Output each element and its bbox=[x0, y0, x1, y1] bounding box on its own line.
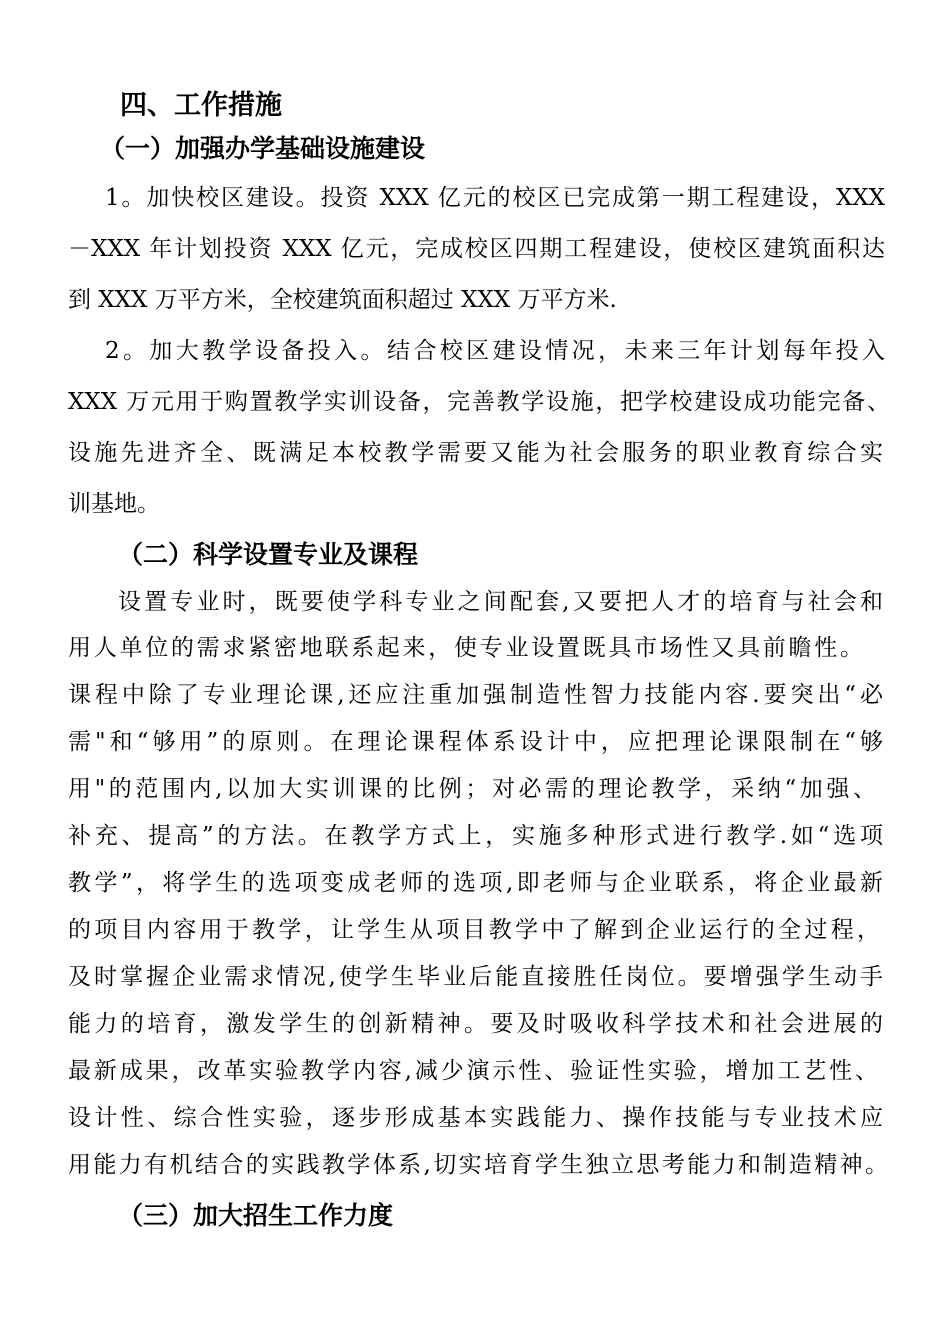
subsection-heading-1: （一）加强办学基础设施建设 bbox=[100, 134, 426, 163]
paragraph-line: 及时掌握企业需求情况,使学生毕业后能直接胜任岗位。要增强学生动手 bbox=[68, 964, 883, 990]
paragraph-line: 能力的培育，激发学生的创新精神。要及时吸收科学技术和社会进展的 bbox=[68, 1011, 883, 1037]
paragraph-line: 补充、提高”的方法。在教学方式上，实施多种形式进行教学.如“选项 bbox=[68, 823, 883, 849]
paragraph-line: 2。加大教学设备投入。结合校区建设情况，未来三年计划每年投入 bbox=[105, 338, 885, 364]
paragraph-line: 用"的范围内,以加大实训课的比例；对必需的理论教学，采纳“加强、 bbox=[68, 776, 876, 802]
subsection-heading-3: （三）加大招生工作力度 bbox=[118, 1201, 394, 1230]
paragraph-line: XXX 万元用于购置教学实训设备，完善教学设施，把学校建设成功能完备、 bbox=[68, 389, 890, 415]
paragraph-line: 教学”，将学生的选项变成老师的选项,即老师与企业联系，将企业最新 bbox=[68, 870, 883, 896]
paragraph-line: －XXX 年计划投资 XXX 亿元，完成校区四期工程建设，使校区建筑面积达 bbox=[68, 236, 885, 262]
paragraph-line: 1。加快校区建设。投资 XXX 亿元的校区已完成第一期工程建设，XXX bbox=[105, 185, 885, 211]
paragraph-line: 到 XXX 万平方米，全校建筑面积超过 XXX 万平方米. bbox=[68, 287, 617, 313]
paragraph-line: 用人单位的需求紧密地联系起来，使专业设置既具市场性又具前瞻性。 bbox=[68, 635, 863, 661]
paragraph-line: 需"和“够用”的原则。在理论课程体系设计中，应把理论课限制在“够 bbox=[68, 729, 883, 755]
section-title: 四、工作措施 bbox=[120, 90, 282, 121]
paragraph-line: 设置专业时，既要使学科专业之间配套,又要把人才的培育与社会和 bbox=[118, 589, 883, 615]
paragraph-line: 设施先进齐全、既满足本校教学需要又能为社会服务的职业教育综合实 bbox=[68, 440, 883, 466]
paragraph-line: 设计性、综合性实验，逐步形成基本实践能力、操作技能与专业技术应 bbox=[68, 1105, 883, 1131]
paragraph-line: 用能力有机结合的实践教学体系,切实培育学生独立思考能力和制造精神。 bbox=[68, 1152, 888, 1178]
paragraph-line: 课程中除了专业理论课,还应注重加强制造性智力技能内容.要突出“必 bbox=[68, 682, 883, 708]
paragraph-line: 最新成果，改革实验教学内容,减少演示性、验证性实验，增加工艺性、 bbox=[68, 1058, 878, 1084]
subsection-heading-2: （二）科学设置专业及课程 bbox=[118, 540, 419, 569]
paragraph-line: 训基地。 bbox=[68, 491, 160, 517]
paragraph-line: 的项目内容用于教学，让学生从项目教学中了解到企业运行的全过程， bbox=[68, 917, 880, 943]
